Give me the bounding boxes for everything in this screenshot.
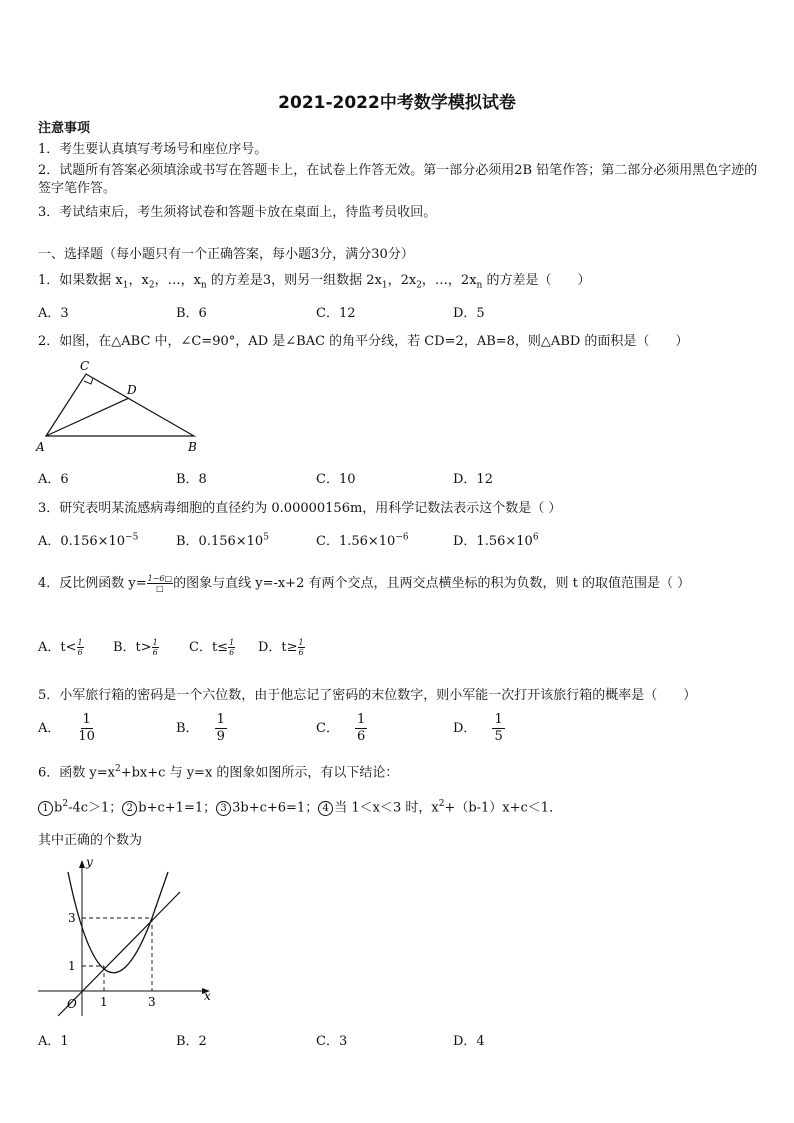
circled-number-4: 4 <box>318 801 333 816</box>
y-tick-1: 1 <box>68 959 76 973</box>
triangle-figure <box>34 356 209 456</box>
x-tick-1: 1 <box>100 995 108 1009</box>
q3-option-d[interactable]: D．$1.56\times 10^6$ <box>453 532 539 549</box>
q4-option-d[interactable]: D．t≥ $\frac{1}{6}$ <box>258 638 304 657</box>
question-2-stem: 2．如图，在△ABC 中，∠C=90°，AD 是∠BAC 的角平分线，若 CD=2，AB=8，则△ABD 的面积是（ ） <box>38 334 689 349</box>
circled-number-3: 3 <box>216 801 231 816</box>
page-title: 2021-2022中考数学模拟试卷 <box>278 93 516 113</box>
q3-option-a[interactable]: A．$0.156\times 10^{-5}$ <box>38 532 139 549</box>
q6-option-c[interactable]: C．3 <box>316 1034 348 1049</box>
x-axis-label: x <box>204 989 211 1003</box>
notice-heading: 注意事项 <box>38 121 91 136</box>
question-6-prompt: 其中正确的个数为 <box>38 833 143 848</box>
question-6-conclusions: 1 $b^2-4c>1$； 2 b+c+1=1； 3 3b+c+6=1； 4 当 1＜x＜3 时，$x^2+(b-1)x+c<1$． <box>38 795 562 817</box>
question-1-stem: 1．如果数据 $x_1$，$x_2$，…，$x_n$ 的方差是3，则另一组数据 $2x_1$，$2x_2$，…，$2x_n$ 的方差是（ ） <box>38 273 591 291</box>
section-heading: 一、选择题（每小题只有一个正确答案，每小题3分，满分30分） <box>38 247 414 262</box>
question-3-stem: 3．研究表明某流感病毒细胞的直径约为 0.00000156m，用科学记数法表示这个数是（ ） <box>38 501 562 516</box>
question-6-stem: 6．函数 $y=x^2+bx+c$ 与 y=x 的图象如图所示，有以下结论： <box>38 764 399 781</box>
q6-option-b[interactable]: B．2 <box>176 1034 207 1049</box>
q3-option-c[interactable]: C．$1.56\times 10^{-6}$ <box>316 532 409 549</box>
label-d: D <box>127 383 137 397</box>
q1-option-d[interactable]: D．5 <box>453 306 485 321</box>
label-b: B <box>188 440 197 454</box>
q2-option-b[interactable]: B．8 <box>176 472 207 487</box>
circled-number-1: 1 <box>38 801 53 816</box>
q6-option-a[interactable]: A．1 <box>38 1034 69 1049</box>
q4-option-b[interactable]: B．t> $\frac{1}{6}$ <box>113 638 158 657</box>
q2-option-a[interactable]: A．6 <box>38 472 69 487</box>
q4-option-a[interactable]: A．t< $\frac{1}{6}$ <box>38 638 83 657</box>
q3-option-b[interactable]: B．$0.156\times 10^5$ <box>176 532 269 549</box>
q4-fraction: 1−6□ □ <box>147 574 173 593</box>
question-5-stem: 5．小军旅行箱的密码是一个六位数，由于他忘记了密码的末位数字，则小军能一次打开该旅行箱的概率是（ ） <box>38 688 697 703</box>
q1-option-b[interactable]: B．6 <box>176 306 207 321</box>
notice-item-3: 3．考试结束后，考生须将试卷和答题卡放在桌面上，待监考员收回。 <box>38 205 437 220</box>
q5-option-d[interactable]: D． $\frac{1}{5}$ <box>453 712 503 744</box>
q2-option-c[interactable]: C．10 <box>316 472 356 487</box>
q6-option-d[interactable]: D．4 <box>453 1034 485 1049</box>
q5-option-a[interactable]: A． $\frac{1}{10}$ <box>38 712 95 744</box>
y-axis-label: y <box>86 855 93 869</box>
q4-option-c[interactable]: C．t≤ $\frac{1}{6}$ <box>189 638 235 657</box>
origin-label: O <box>67 997 77 1011</box>
q1-option-a[interactable]: A．3 <box>38 306 69 321</box>
circled-number-2: 2 <box>122 801 137 816</box>
x-tick-3: 3 <box>148 995 156 1009</box>
notice-item-2: 2．试题所有答案必须填涂或书写在答题卡上，在试卷上作答无效。第一部分必须用2B 铅笔作答；第二部分必须用黑色字迹的签字笔作答。 <box>38 163 758 196</box>
question-4-stem: 4．反比例函数 y= 1−6□ □ 的图象与直线 y=-x+2 有两个交点，且两交点横坐标的积为负数，则 t 的取值范围是（ ） <box>38 574 691 593</box>
function-graph <box>34 852 224 1020</box>
label-a: A <box>36 440 45 454</box>
label-c: C <box>80 359 90 373</box>
q1-option-c[interactable]: C．12 <box>316 306 356 321</box>
q5-option-c[interactable]: C． $\frac{1}{6}$ <box>316 712 366 744</box>
notice-item-1: 1．考生要认真填写考场号和座位序号。 <box>38 142 268 157</box>
q5-option-b[interactable]: B． $\frac{1}{9}$ <box>176 712 225 744</box>
q2-option-d[interactable]: D．12 <box>453 472 493 487</box>
y-tick-3: 3 <box>68 911 76 925</box>
